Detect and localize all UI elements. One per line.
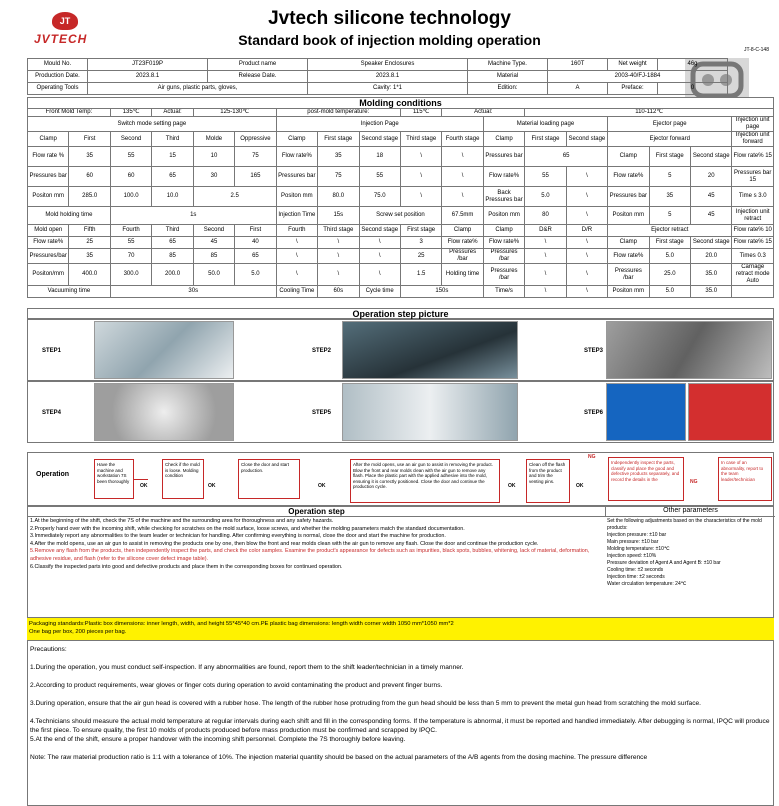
cell: \ — [359, 237, 400, 249]
cell: 35 — [318, 147, 359, 167]
cell — [732, 147, 774, 167]
packaging-line: One bag per box, 200 pieces per bag. — [29, 629, 127, 635]
cell: Air guns, plastic parts, gloves, — [88, 83, 308, 95]
carriage-value: Auto — [746, 278, 759, 284]
cell: 160T — [548, 59, 608, 71]
operation-step-list — [30, 518, 603, 571]
cell: Pressures bar — [276, 167, 317, 187]
cell: 5.0 — [649, 286, 690, 298]
cell: Actual: — [442, 109, 525, 117]
flow-value: 15 — [765, 153, 772, 159]
cell: \ — [566, 286, 607, 298]
molding-title: Molding conditions — [28, 98, 774, 109]
cell: D&R — [525, 225, 566, 237]
cell: 35 — [649, 187, 690, 207]
cell: 15 — [152, 147, 193, 167]
precaution-item: Note: The raw material production ratio is 1:1 with a tolerance of 10%. The injection material quantity should be based on the actual parameters of the A/B agents from the dosing machine. The pressure difference — [30, 754, 648, 761]
cell: Positon mm — [608, 207, 649, 225]
ok-label: OK — [140, 483, 148, 489]
cell: 115℃ — [400, 109, 441, 117]
op-line: 4.After the mold opens, use an air gun to assist in removing the products one by one, then blow the front and rear molds clean with the air gun to remove any flash. Close the door and continue the production cycle. — [30, 540, 539, 547]
time-value: 3.0 — [758, 193, 767, 199]
cell: \ — [318, 249, 359, 264]
cell: Product name — [208, 59, 308, 71]
cell: Mold holding time — [28, 207, 111, 225]
cell: 25.0 — [649, 264, 690, 286]
cell: 55 — [110, 147, 151, 167]
cell: \ — [318, 264, 359, 286]
cell: 5.0 — [525, 187, 566, 207]
cell: 5 — [649, 207, 690, 225]
cell: Operating Tools — [28, 83, 88, 95]
cell: \ — [400, 147, 441, 167]
step-label: STEP4 — [42, 410, 62, 416]
cell: Flow rate % — [28, 147, 69, 167]
operation-step-section — [27, 506, 774, 618]
cell: Material loading page — [483, 117, 607, 132]
cell: 45 — [691, 207, 732, 225]
flow-label: Flow rate% — [733, 227, 764, 233]
cell: Cycle time — [359, 286, 400, 298]
step-row-2 — [27, 381, 774, 443]
cell: Clamp — [442, 225, 483, 237]
cell: 2.5 — [193, 187, 276, 207]
cell: First stage — [525, 132, 566, 147]
flow-arrow — [134, 479, 148, 480]
cell: \ — [566, 187, 607, 207]
cell: 75 — [318, 167, 359, 187]
cell: 35.0 — [691, 264, 732, 286]
cell: JT23F019P — [88, 59, 208, 71]
cell: \ — [525, 249, 566, 264]
cell: Injection unit page — [732, 117, 774, 132]
cell: 40 — [235, 237, 276, 249]
cell: \ — [525, 286, 566, 298]
step5-photo — [342, 383, 518, 441]
cell: 2023.8.1 — [88, 71, 208, 83]
param-line: Injection time: ±2 seconds — [607, 574, 665, 580]
cell: 135℃ — [110, 109, 151, 117]
cell: Pressures bar — [483, 147, 524, 167]
step-label: STEP3 — [584, 348, 604, 354]
cell: \ — [442, 147, 483, 167]
cell: Flow rate% — [276, 147, 317, 167]
cell: 2023.8.1 — [308, 71, 468, 83]
cell: 45 — [691, 187, 732, 207]
cell: Flow rate% — [608, 249, 649, 264]
cell: \ — [566, 207, 607, 225]
logo-mark: JT — [52, 12, 78, 30]
param-line: Molding temperature: ±10℃ — [607, 546, 670, 552]
cell: Speaker Enclosures — [308, 59, 468, 71]
cell: 20.0 — [691, 249, 732, 264]
precautions-title: Precautions: — [30, 646, 67, 653]
cell: \ — [359, 249, 400, 264]
cell: \ — [276, 264, 317, 286]
cell: 65 — [525, 147, 608, 167]
cell: Flow rate% — [483, 237, 524, 249]
cell: 70 — [110, 249, 151, 264]
document-code: JT-8-C-148 — [743, 47, 769, 53]
cell: 80 — [525, 207, 566, 225]
cell: Ejector forward — [608, 132, 732, 147]
cell: Flow rate% — [28, 237, 69, 249]
flow-step-2: Check if the mold is loose. Molding condition — [162, 459, 204, 499]
cell: Positon mm — [276, 187, 317, 207]
cell: 60 — [110, 167, 151, 187]
cell: Switch mode setting page — [28, 117, 277, 132]
cell: Material — [468, 71, 548, 83]
cell: Ejector page — [608, 117, 732, 132]
cell: 5 — [649, 167, 690, 187]
cell: 100.0 — [110, 187, 151, 207]
cell: Injection unit forward — [732, 132, 774, 147]
photo-spacer — [728, 59, 775, 95]
cell: Third stage — [318, 225, 359, 237]
cell: Flow rate% — [608, 167, 649, 187]
cell: 10.0 — [152, 187, 193, 207]
parameter-sheet — [27, 58, 774, 320]
cell: 5.0 — [235, 264, 276, 286]
cell — [732, 286, 774, 298]
cell: 285.0 — [69, 187, 110, 207]
cell: 65 — [235, 249, 276, 264]
cell — [732, 225, 774, 237]
cell: \ — [442, 187, 483, 207]
cell: Fifth — [69, 225, 110, 237]
step2-photo — [342, 321, 518, 379]
cell — [732, 237, 774, 249]
cell: 55 — [525, 167, 566, 187]
precaution-item: 4.Technicians should measure the actual mold temperature at regular intervals during each shift and fill in the corresponding forms. If the temperature is abnormal, it must be reported and handled immediately. After debugging is normal, IPQC will produce the first piece. To ensure quality, the first 10 molds of products produced before mass production must be confirmed and scrapped by IPQC. — [30, 718, 770, 734]
cell: 80.0 — [318, 187, 359, 207]
cell: Vacuuming time — [28, 286, 111, 298]
document-header — [0, 0, 779, 58]
cell: 30s — [110, 286, 276, 298]
cell: Second stage — [359, 132, 400, 147]
cell: Fourth stage — [442, 132, 483, 147]
cell: 400.0 — [69, 264, 110, 286]
cell: \ — [566, 237, 607, 249]
cell — [308, 83, 468, 95]
cell: Clamp — [483, 225, 524, 237]
cell: 125-130℃ — [193, 109, 276, 117]
cell: 85 — [152, 249, 193, 264]
step-label: STEP2 — [312, 348, 332, 354]
cell: Injection Page — [276, 117, 483, 132]
cell: 15s — [318, 207, 359, 225]
cell: Pressures bar — [28, 167, 69, 187]
cell: Release Date. — [208, 71, 308, 83]
carriage-label: Carriage retract mode — [735, 264, 770, 277]
cell: Second stage — [691, 147, 732, 167]
cell: \ — [400, 187, 441, 207]
step1-photo — [94, 321, 234, 379]
flow-step-1: Have the machine and workstation 7S been thoroughly — [94, 459, 134, 499]
step6-red-box — [688, 383, 772, 441]
flow-label: Operation — [36, 471, 70, 478]
cell: 35 — [69, 249, 110, 264]
cell: Preface: — [608, 83, 658, 95]
flow-step-7: In case of an abnormality, report to the team leader/technician — [718, 457, 772, 501]
cell: Positon/mm — [28, 264, 69, 286]
cell: 3 — [400, 237, 441, 249]
cell: First stage — [400, 225, 441, 237]
cell: 1s — [110, 207, 276, 225]
precaution-item: 2.According to product requirements, wear gloves or finger cots during operation to avoid contaminating the product and prevent finger burns. — [30, 682, 443, 689]
cell: Ejector retract — [608, 225, 732, 237]
packaging-standards — [27, 618, 774, 640]
param-line: Main pressure: ±10 bar — [607, 539, 659, 545]
cavity-label: Cavity: — [372, 85, 392, 91]
flow-step-6: Independently inspect the parts, classify and place the good and defective products separately, and record the details in the — [608, 457, 684, 501]
cell: First — [69, 132, 110, 147]
document-subtitle: Standard book of injection molding operation — [238, 32, 541, 48]
cell: Second stage — [691, 237, 732, 249]
cell: Second — [110, 132, 151, 147]
cell — [732, 264, 774, 286]
op-line: 6.Classify the inspected parts into good and defective products and place them in the corresponding boxes for continued operation. — [30, 563, 343, 570]
ng-label: NG — [588, 454, 596, 460]
cell: 10 — [193, 147, 234, 167]
ng-label: NG — [690, 479, 698, 485]
cell: 200.0 — [152, 264, 193, 286]
cell: Positon mm — [483, 207, 524, 225]
time-label: Time s — [738, 193, 757, 199]
flow-label: Flow rate% — [733, 239, 764, 245]
param-line: Pressure deviation of Agent A and Agent B: ±10 bar — [607, 560, 721, 566]
cell: \ — [525, 237, 566, 249]
precaution-item: 1.During the operation, you must conduct self-inspection. If any abnormalities are found, report them to the shift leader/technician in a timely manner. — [30, 664, 464, 671]
flow-value: 10 — [765, 227, 772, 233]
cell: 18 — [359, 147, 400, 167]
cell: Clamp — [28, 132, 69, 147]
cell: 25 — [400, 249, 441, 264]
precautions-section — [27, 640, 774, 806]
cell: Fourth — [110, 225, 151, 237]
cell: 55 — [110, 237, 151, 249]
cell: Flow rate% — [483, 167, 524, 187]
cell: 60 — [69, 167, 110, 187]
cell: Cooling Time — [276, 286, 317, 298]
operation-flow — [27, 452, 774, 506]
cell: 50.0 — [193, 264, 234, 286]
cell: Mold open — [28, 225, 69, 237]
document-title: Jvtech silicone technology — [268, 8, 511, 29]
other-parameters-list — [607, 518, 773, 588]
op-line: 2.Properly hand over with the incoming shift, while checking for scratches on the mold surface, loose screws, and whether the molding parameters match the standard documentation. — [30, 525, 465, 532]
cell: Back Pressures bar — [483, 187, 524, 207]
time-label: Times — [739, 252, 756, 259]
cell: Fourth — [276, 225, 317, 237]
param-line: Set the following adjustments based on the characteristics of the mold products: — [607, 518, 762, 531]
cell: \ — [400, 167, 441, 187]
cell: Injection Time — [276, 207, 317, 225]
ok-label: OK — [208, 483, 216, 489]
param-line: Injection speed: ±10% — [607, 553, 657, 559]
cell: \ — [359, 264, 400, 286]
press-label: Pressures bar — [734, 169, 772, 176]
cell: Pressures /bar — [442, 249, 483, 264]
cell: Clamp — [276, 132, 317, 147]
cell: \ — [276, 249, 317, 264]
cell: 35.0 — [691, 286, 732, 298]
cell: 165 — [235, 167, 276, 187]
cell: First stage — [649, 237, 690, 249]
precaution-item: 5.At the end of the shift, ensure a proper handover with the incoming shift personnel. Complete the 7S thoroughly before leaving. — [30, 736, 406, 743]
cell: Holding time — [442, 264, 483, 286]
cell: \ — [525, 264, 566, 286]
op-line: 1.At the beginning of the shift, check the 7S of the machine and the surrounding area for thoroughness and any safety hazards. — [30, 518, 334, 524]
cell: \ — [276, 237, 317, 249]
cell: Injection unit retract — [732, 207, 774, 225]
cell: Pressures /bar — [608, 264, 649, 286]
cavity-value: 1*1 — [393, 85, 403, 91]
cell: Actual: — [152, 109, 193, 117]
packaging-line: Packaging standards:Plastic box dimensions: inner length, width, and height 55*45*40 cm.PE plastic bag dimensions: length width corner width 1050 mm*1050 mm*2 — [29, 621, 454, 627]
cell: 110-112℃ — [525, 109, 774, 117]
cell: Third — [152, 132, 193, 147]
step6-blue-box — [606, 383, 686, 441]
logo-text: JVTECH — [34, 32, 88, 46]
op-line: 3.Immediately report any abnormalities to the team leader or technician for handling. After confirming everything is normal, close the door and start the machine for production. — [30, 533, 446, 540]
ok-label: OK — [508, 483, 516, 489]
step-label: STEP5 — [312, 410, 332, 416]
cell: 2003-40/FJ-1884 — [548, 71, 728, 83]
cell — [732, 249, 774, 264]
cell: 55 — [359, 167, 400, 187]
cell: Pressures/bar — [28, 249, 69, 264]
cell: Third — [152, 225, 193, 237]
cell: 1.5 — [400, 264, 441, 286]
flow-step-3: Close the door and start production. — [238, 459, 300, 499]
cell: Clamp — [483, 132, 524, 147]
cell: 25 — [69, 237, 110, 249]
cell: \ — [318, 237, 359, 249]
cell: Flow rate% — [442, 237, 483, 249]
flow-value: 15 — [765, 239, 772, 245]
cell: Production Date. — [28, 71, 88, 83]
flow-label: Flow rate% — [733, 153, 764, 159]
cell: 65 — [152, 167, 193, 187]
molding-table — [27, 97, 774, 298]
cell — [732, 167, 774, 187]
cell: A — [548, 83, 608, 95]
cell: 0 — [658, 83, 728, 95]
cell: D/R — [566, 225, 607, 237]
cell: Pressures /bar — [483, 264, 524, 286]
cell: First stage — [649, 147, 690, 167]
cell: Pressures /bar — [483, 249, 524, 264]
ok-label: OK — [318, 483, 326, 489]
param-line: Cooling time: ±2 seconds — [607, 567, 664, 573]
press-value: 15 — [749, 176, 757, 183]
cell: Pressures bar — [608, 187, 649, 207]
cell: 60s — [318, 286, 359, 298]
cell: post-mold temperature: — [276, 109, 400, 117]
cell — [732, 187, 774, 207]
operation-step-title: Operation step — [28, 507, 605, 517]
cell: 65 — [152, 237, 193, 249]
op-line: 5.Remove any flash from the products, then independently inspect the parts, and check the color samples. Examine the product's appearance for defects such as impurities, black spots, bubbles, whitening, lack of material, deformation, adhesive residue, and flash (refer to the silicone cover defect image table). — [30, 548, 590, 562]
step-row-1 — [27, 319, 774, 381]
cell: \ — [442, 167, 483, 187]
other-parameters-title: Other parameters — [605, 507, 775, 517]
cell: 75 — [235, 147, 276, 167]
step4-photo — [94, 383, 234, 441]
cell: Oppressive — [235, 132, 276, 147]
cell: Positon mm — [608, 286, 649, 298]
cell: 35 — [69, 147, 110, 167]
cell: 46g — [658, 59, 728, 71]
cell: Second stage — [359, 225, 400, 237]
cell: Machine Type. — [468, 59, 548, 71]
cell: Third stage — [400, 132, 441, 147]
cell: 20 — [691, 167, 732, 187]
cell: Mould No. — [28, 59, 88, 71]
step3-photo — [606, 321, 772, 379]
ok-label: OK — [576, 483, 584, 489]
cell: Second — [193, 225, 234, 237]
cell: \ — [566, 249, 607, 264]
cell: 45 — [193, 237, 234, 249]
cell: 85 — [193, 249, 234, 264]
cell: \ — [566, 264, 607, 286]
cell: Second stage — [566, 132, 607, 147]
cell: Edition: — [468, 83, 548, 95]
cell: \ — [566, 167, 607, 187]
param-line: Injection pressure: ±10 bar — [607, 532, 667, 538]
cell: 5.0 — [649, 249, 690, 264]
info-table — [27, 58, 774, 95]
cell: 30 — [193, 167, 234, 187]
cell: Clamp — [608, 237, 649, 249]
step-pictures-title: Operation step picture — [27, 308, 774, 319]
cell: 150s — [400, 286, 483, 298]
cell: Clamp — [608, 147, 649, 167]
cell: Positon mm — [28, 187, 69, 207]
flow-step-5: Clean off the flash from the product and trim the venting pins. — [526, 459, 570, 503]
cell: Net weight — [608, 59, 658, 71]
step-label: STEP6 — [584, 410, 604, 416]
cell: 67.5mm — [442, 207, 483, 225]
cell: Front Mold Temp: — [28, 109, 111, 117]
flow-step-4: After the mold opens, use an air gun to assist in removing the product. Blow the front and rear molds clean with the air gun to remove any flash. Place the plastic part with the applied adhesive into the mold, ensuring it is correctly positioned. Close the door and continue the production cycle. — [350, 459, 500, 503]
precaution-item: 3.During operation, ensure that the air gun head is covered with a rubber hose. The length of the rubber hose protruding from the gun head should be less than 5 mm to prevent the metal gun head from scratching the mold surface. — [30, 700, 702, 707]
cell: 75.0 — [359, 187, 400, 207]
time-value: 0.3 — [757, 252, 766, 259]
cell: Molde — [193, 132, 234, 147]
cell: Time/s — [483, 286, 524, 298]
cell: First stage — [318, 132, 359, 147]
cell: Screw set position — [359, 207, 442, 225]
param-line: Water circulation temperature: 24℃ — [607, 581, 687, 587]
cell: First — [235, 225, 276, 237]
cell: 300.0 — [110, 264, 151, 286]
step-label: STEP1 — [42, 348, 62, 354]
